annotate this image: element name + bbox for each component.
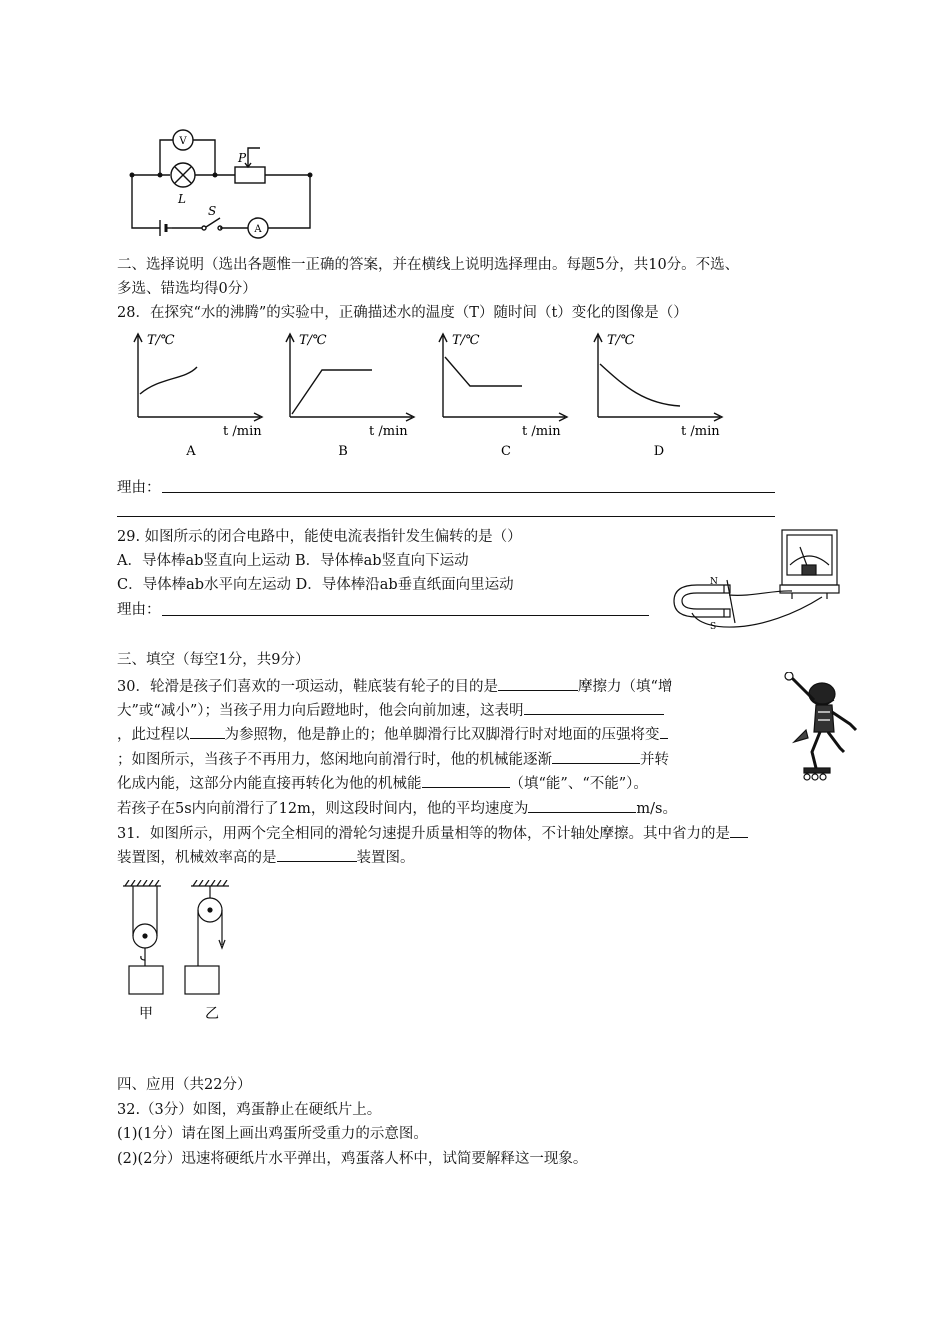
- question-32-text: 32.（3分）如图，鸡蛋静止在硬纸片上。: [117, 1102, 382, 1118]
- graph-c-xlabel: t /min: [522, 424, 561, 439]
- pulley-label-yi: 乙: [205, 1006, 219, 1022]
- graph-a-ylabel: T/℃: [147, 333, 175, 348]
- q30-l2a: 大”或“减小”）；当孩子用力向后蹬地时，他会向前加速，这表明: [117, 703, 524, 719]
- q30-l3a: ，此过程以: [117, 727, 190, 743]
- circuit-diagram: [120, 120, 320, 245]
- q30-l5a: 化成内能，这部分内能直接再转化为他的机械能: [117, 776, 422, 792]
- graph-b: [277, 322, 422, 460]
- question-31-line-1: [117, 822, 748, 844]
- q30-blank-5[interactable]: [552, 748, 640, 764]
- section-2-heading: 二、选择说明（选出各题惟一正确的答案，并在横线上说明选择理由。每题5分，共10分。不选、: [117, 257, 740, 273]
- graph-d: [585, 322, 730, 460]
- skater-illustration: [782, 672, 862, 784]
- q31-blank-2[interactable]: [277, 846, 357, 862]
- q30-l5b: （填“能”、“不能”）。: [509, 776, 648, 792]
- graph-c-option: C: [501, 444, 511, 459]
- question-32-part-1: (1)(1分）请在图上画出鸡蛋所受重力的示意图。: [117, 1126, 428, 1142]
- question-29-reason-label: 理由：: [117, 602, 161, 618]
- question-28-text: 28．在探究“水的沸腾”的实验中，正确描述水的温度（T）随时间（t）变化的图像是（）: [117, 305, 688, 321]
- pulley-label-jia: 甲: [139, 1006, 153, 1022]
- q31-l1: 31．如图所示，用两个完全相同的滑轮匀速提升质量相等的物体，不计轴处摩擦。其中省力的是: [117, 826, 730, 842]
- q30-l1b: 摩擦力（填“增: [577, 679, 673, 695]
- q30-blank-1[interactable]: [498, 675, 578, 691]
- question-29-options-ab: A．导体棒ab竖直向上运动 B．导体棒ab竖直向下运动: [117, 553, 469, 569]
- section-4-heading: 四、应用（共22分）: [117, 1077, 252, 1093]
- q30-blank-2[interactable]: [524, 699, 664, 715]
- question-30-line-3: [117, 723, 668, 745]
- magnet-galvanometer-figure: [672, 525, 852, 640]
- lamp-label: L: [178, 192, 186, 206]
- pulley-figures: [115, 880, 245, 1028]
- graph-a-xlabel: t /min: [223, 424, 262, 439]
- magnet-s-label: S: [710, 622, 717, 632]
- graph-d-ylabel: T/℃: [607, 333, 635, 348]
- switch-label: S: [208, 204, 217, 218]
- question-29-reason-line[interactable]: [162, 615, 649, 616]
- question-30-line-4: [117, 748, 669, 770]
- question-28-reason-line-1[interactable]: [162, 492, 775, 493]
- q30-blank-6[interactable]: [422, 772, 510, 788]
- graph-b-option: B: [338, 444, 348, 459]
- question-31-line-2: [117, 846, 415, 868]
- graph-d-xlabel: t /min: [681, 424, 720, 439]
- graph-c-ylabel: T/℃: [452, 333, 480, 348]
- slider-label: P: [238, 151, 247, 165]
- q30-blank-4[interactable]: [660, 723, 668, 739]
- q30-l6a: 若孩子在5s内向前滑行了12m，则这段时间内，他的平均速度为: [117, 801, 529, 817]
- voltmeter-label: V: [179, 136, 187, 147]
- q30-l4a: ；如图所示，当孩子不再用力，悠闲地向前滑行时，他的机械能逐渐: [117, 752, 552, 768]
- question-29-options-cd: C．导体棒ab水平向左运动 D．导体棒沿ab垂直纸面向里运动: [117, 577, 514, 593]
- q30-l6b: m/s。: [636, 801, 677, 817]
- q30-l3b: 为参照物，他是静止的；他单脚滑行比双脚滑行时对地面的压强将变: [224, 727, 660, 743]
- q31-l2a: 装置图，机械效率高的是: [117, 850, 277, 866]
- section-2-heading-cont: 多选、错选均得0分）: [117, 281, 257, 297]
- graph-b-xlabel: t /min: [369, 424, 408, 439]
- graph-a-option: A: [186, 444, 196, 459]
- graph-d-option: D: [653, 444, 665, 459]
- question-30-line-1: [117, 675, 672, 697]
- question-28-reason-line-2[interactable]: [117, 516, 775, 517]
- ammeter-label: A: [254, 224, 262, 235]
- q30-blank-3[interactable]: [190, 723, 225, 739]
- q30-blank-7[interactable]: [528, 797, 636, 813]
- q31-blank-1[interactable]: [730, 822, 748, 838]
- magnet-n-label: N: [710, 577, 718, 587]
- graph-b-ylabel: T/℃: [299, 333, 327, 348]
- q30-l4b: 并转: [640, 752, 669, 768]
- question-30-line-2: [117, 699, 664, 721]
- question-32-part-2: (2)(2分）迅速将硬纸片水平弹出，鸡蛋落人杯中，试简要解释这一现象。: [117, 1151, 588, 1167]
- question-29-text: 29. 如图所示的闭合电路中，能使电流表指针发生偏转的是（）: [117, 529, 522, 545]
- question-30-line-6: [117, 797, 677, 819]
- graph-a: [125, 322, 270, 460]
- q31-l2b: 装置图。: [356, 850, 415, 866]
- graph-c: [430, 322, 575, 460]
- q30-l1a: 30．轮滑是孩子们喜欢的一项运动，鞋底装有轮子的目的是: [117, 679, 498, 695]
- question-30-line-5: [117, 772, 648, 794]
- section-3-heading: 三、填空（每空1分，共9分）: [117, 652, 310, 668]
- question-28-reason-label: 理由：: [117, 480, 161, 496]
